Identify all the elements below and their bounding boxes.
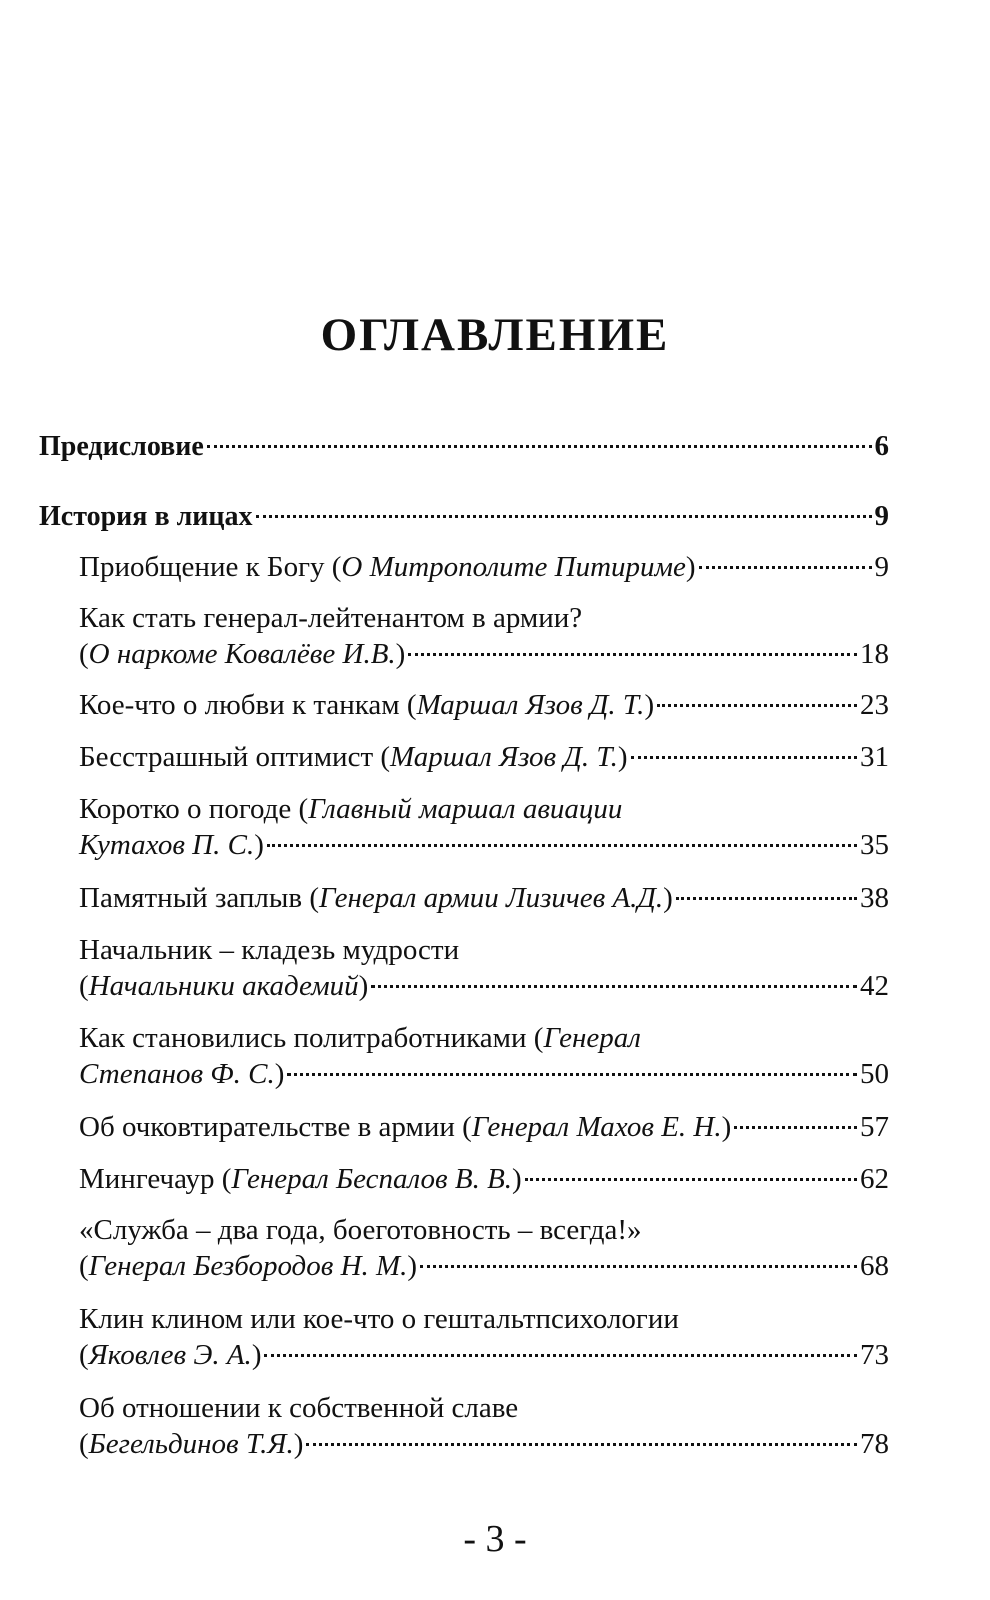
- toc-entry[interactable]: [79, 1109, 889, 1145]
- page-title: ОГЛАВЛЕНИЕ: [320, 309, 670, 361]
- dot-leader: [699, 566, 872, 569]
- dot-leader: [676, 897, 857, 900]
- toc-entry-text: (О наркоме Ковалёве И.В.): [79, 638, 406, 670]
- toc-page-number: 23: [860, 689, 889, 721]
- toc-entry-text: Бесстрашный оптимист (Маршал Язов Д. Т.): [79, 741, 628, 773]
- toc-entry[interactable]: [79, 880, 889, 916]
- toc-page-number: 18: [860, 638, 889, 670]
- toc-entry-title: «Служба – два года, боеготовность – всегда!»: [79, 1214, 642, 1246]
- toc-entry[interactable]: [79, 932, 889, 1004]
- toc-page-number: 50: [860, 1058, 889, 1090]
- person-name: О наркоме Ковалёве И.В.: [88, 638, 396, 670]
- toc-entry-title: Об отношении к собственной славе: [79, 1392, 519, 1424]
- toc-entry[interactable]: [79, 1020, 889, 1092]
- toc-entry-text: (Генерал Безбородов Н. М.): [79, 1250, 418, 1282]
- dot-leader: [267, 844, 857, 847]
- dot-leader: [207, 445, 872, 448]
- dot-leader: [420, 1265, 857, 1268]
- toc-entry[interactable]: [79, 1301, 889, 1373]
- dot-leader: [371, 985, 857, 988]
- person-name: Генерал Безбородов Н. М.: [88, 1250, 408, 1282]
- toc-entry-title: Начальник – кладезь мудрости: [79, 934, 460, 966]
- person-name: Генерал армии Лизичев А.Д.: [318, 882, 664, 914]
- toc-entry[interactable]: [79, 739, 889, 775]
- toc-entry-text: Кутахов П. С.): [79, 829, 264, 861]
- toc-page-number: 62: [860, 1163, 889, 1195]
- toc-entry-text: Об очковтирательстве в армии (Генерал Махов Е. Н.): [79, 1111, 732, 1143]
- toc-section-label: История в лицах: [39, 501, 253, 532]
- person-name: Яковлев Э. А.: [88, 1339, 252, 1371]
- dot-leader: [631, 756, 857, 759]
- toc-entry[interactable]: [79, 549, 889, 585]
- dot-leader: [306, 1443, 857, 1446]
- person-name: Генерал Махов Е. Н.: [471, 1111, 722, 1143]
- toc-entry[interactable]: [79, 1390, 889, 1462]
- toc-page-number: 9: [874, 551, 889, 583]
- toc-entry-title: Как стать генерал-лейтенантом в армии?: [79, 602, 583, 634]
- toc-page-number: 78: [860, 1428, 889, 1460]
- person-name: Начальники академий: [88, 970, 359, 1002]
- toc-page-number: 35: [860, 829, 889, 861]
- toc-entry-text: Мингечаур (Генерал Беспалов В. В.): [79, 1163, 522, 1195]
- person-name: Кутахов П. С.: [79, 829, 255, 861]
- dot-leader: [264, 1354, 857, 1357]
- toc-page-number: 6: [874, 430, 889, 462]
- toc-entry-text: Степанов Ф. С.): [79, 1058, 285, 1090]
- toc-page-number: 31: [860, 741, 889, 773]
- person-name: О Митрополите Питириме: [341, 551, 686, 583]
- toc-entry-text: Памятный заплыв (Генерал армии Лизичев А.Д.): [79, 882, 673, 914]
- toc-entry-text: Кое-что о любви к танкам (Маршал Язов Д. Т.): [79, 689, 655, 721]
- person-name: Степанов Ф. С.: [79, 1058, 275, 1090]
- person-name: Маршал Язов Д. Т.: [416, 689, 645, 721]
- toc-entry-text: (Бегельдинов Т.Я.): [79, 1428, 304, 1460]
- toc-page-number: 42: [860, 970, 889, 1002]
- toc-entry[interactable]: [79, 600, 889, 672]
- toc-entry[interactable]: [79, 1212, 889, 1284]
- person-name: Бегельдинов Т.Я.: [88, 1428, 294, 1460]
- toc-entry-text: (Яковлев Э. А.): [79, 1339, 262, 1371]
- toc-entry[interactable]: [79, 687, 889, 723]
- toc-page-number: 9: [874, 500, 889, 532]
- toc-page-number: 73: [860, 1339, 889, 1371]
- toc-page-number: 68: [860, 1250, 889, 1282]
- dot-leader: [525, 1178, 857, 1181]
- page-number-footer: - 3 -: [463, 1518, 527, 1560]
- dot-leader: [734, 1126, 857, 1129]
- toc-section-preface[interactable]: [39, 428, 889, 465]
- dot-leader: [256, 515, 872, 518]
- toc-entry[interactable]: [79, 1161, 889, 1197]
- person-name: Генерал Беспалов В. В.: [231, 1163, 513, 1195]
- toc-entry-text: Приобщение к Богу (О Митрополите Питириме): [79, 551, 696, 583]
- person-name: Маршал Язов Д. Т.: [390, 741, 618, 773]
- toc-entry-title: Клин клином или кое-что о гештальтпсихологии: [79, 1303, 679, 1335]
- toc-entry[interactable]: [79, 791, 889, 863]
- toc-page-number: 57: [860, 1111, 889, 1143]
- toc-entry-text: (Начальники академий): [79, 970, 369, 1002]
- dot-leader: [657, 704, 857, 707]
- toc-entry-title: Как становились политработниками (Генерал: [79, 1022, 641, 1054]
- toc-page-number: 38: [860, 882, 889, 914]
- toc-section-label: Предисловие: [39, 431, 204, 462]
- toc-section-history[interactable]: [39, 498, 889, 535]
- dot-leader: [287, 1073, 857, 1076]
- dot-leader: [408, 653, 857, 656]
- toc-entry-title: Коротко о погоде (Главный маршал авиации: [79, 793, 623, 825]
